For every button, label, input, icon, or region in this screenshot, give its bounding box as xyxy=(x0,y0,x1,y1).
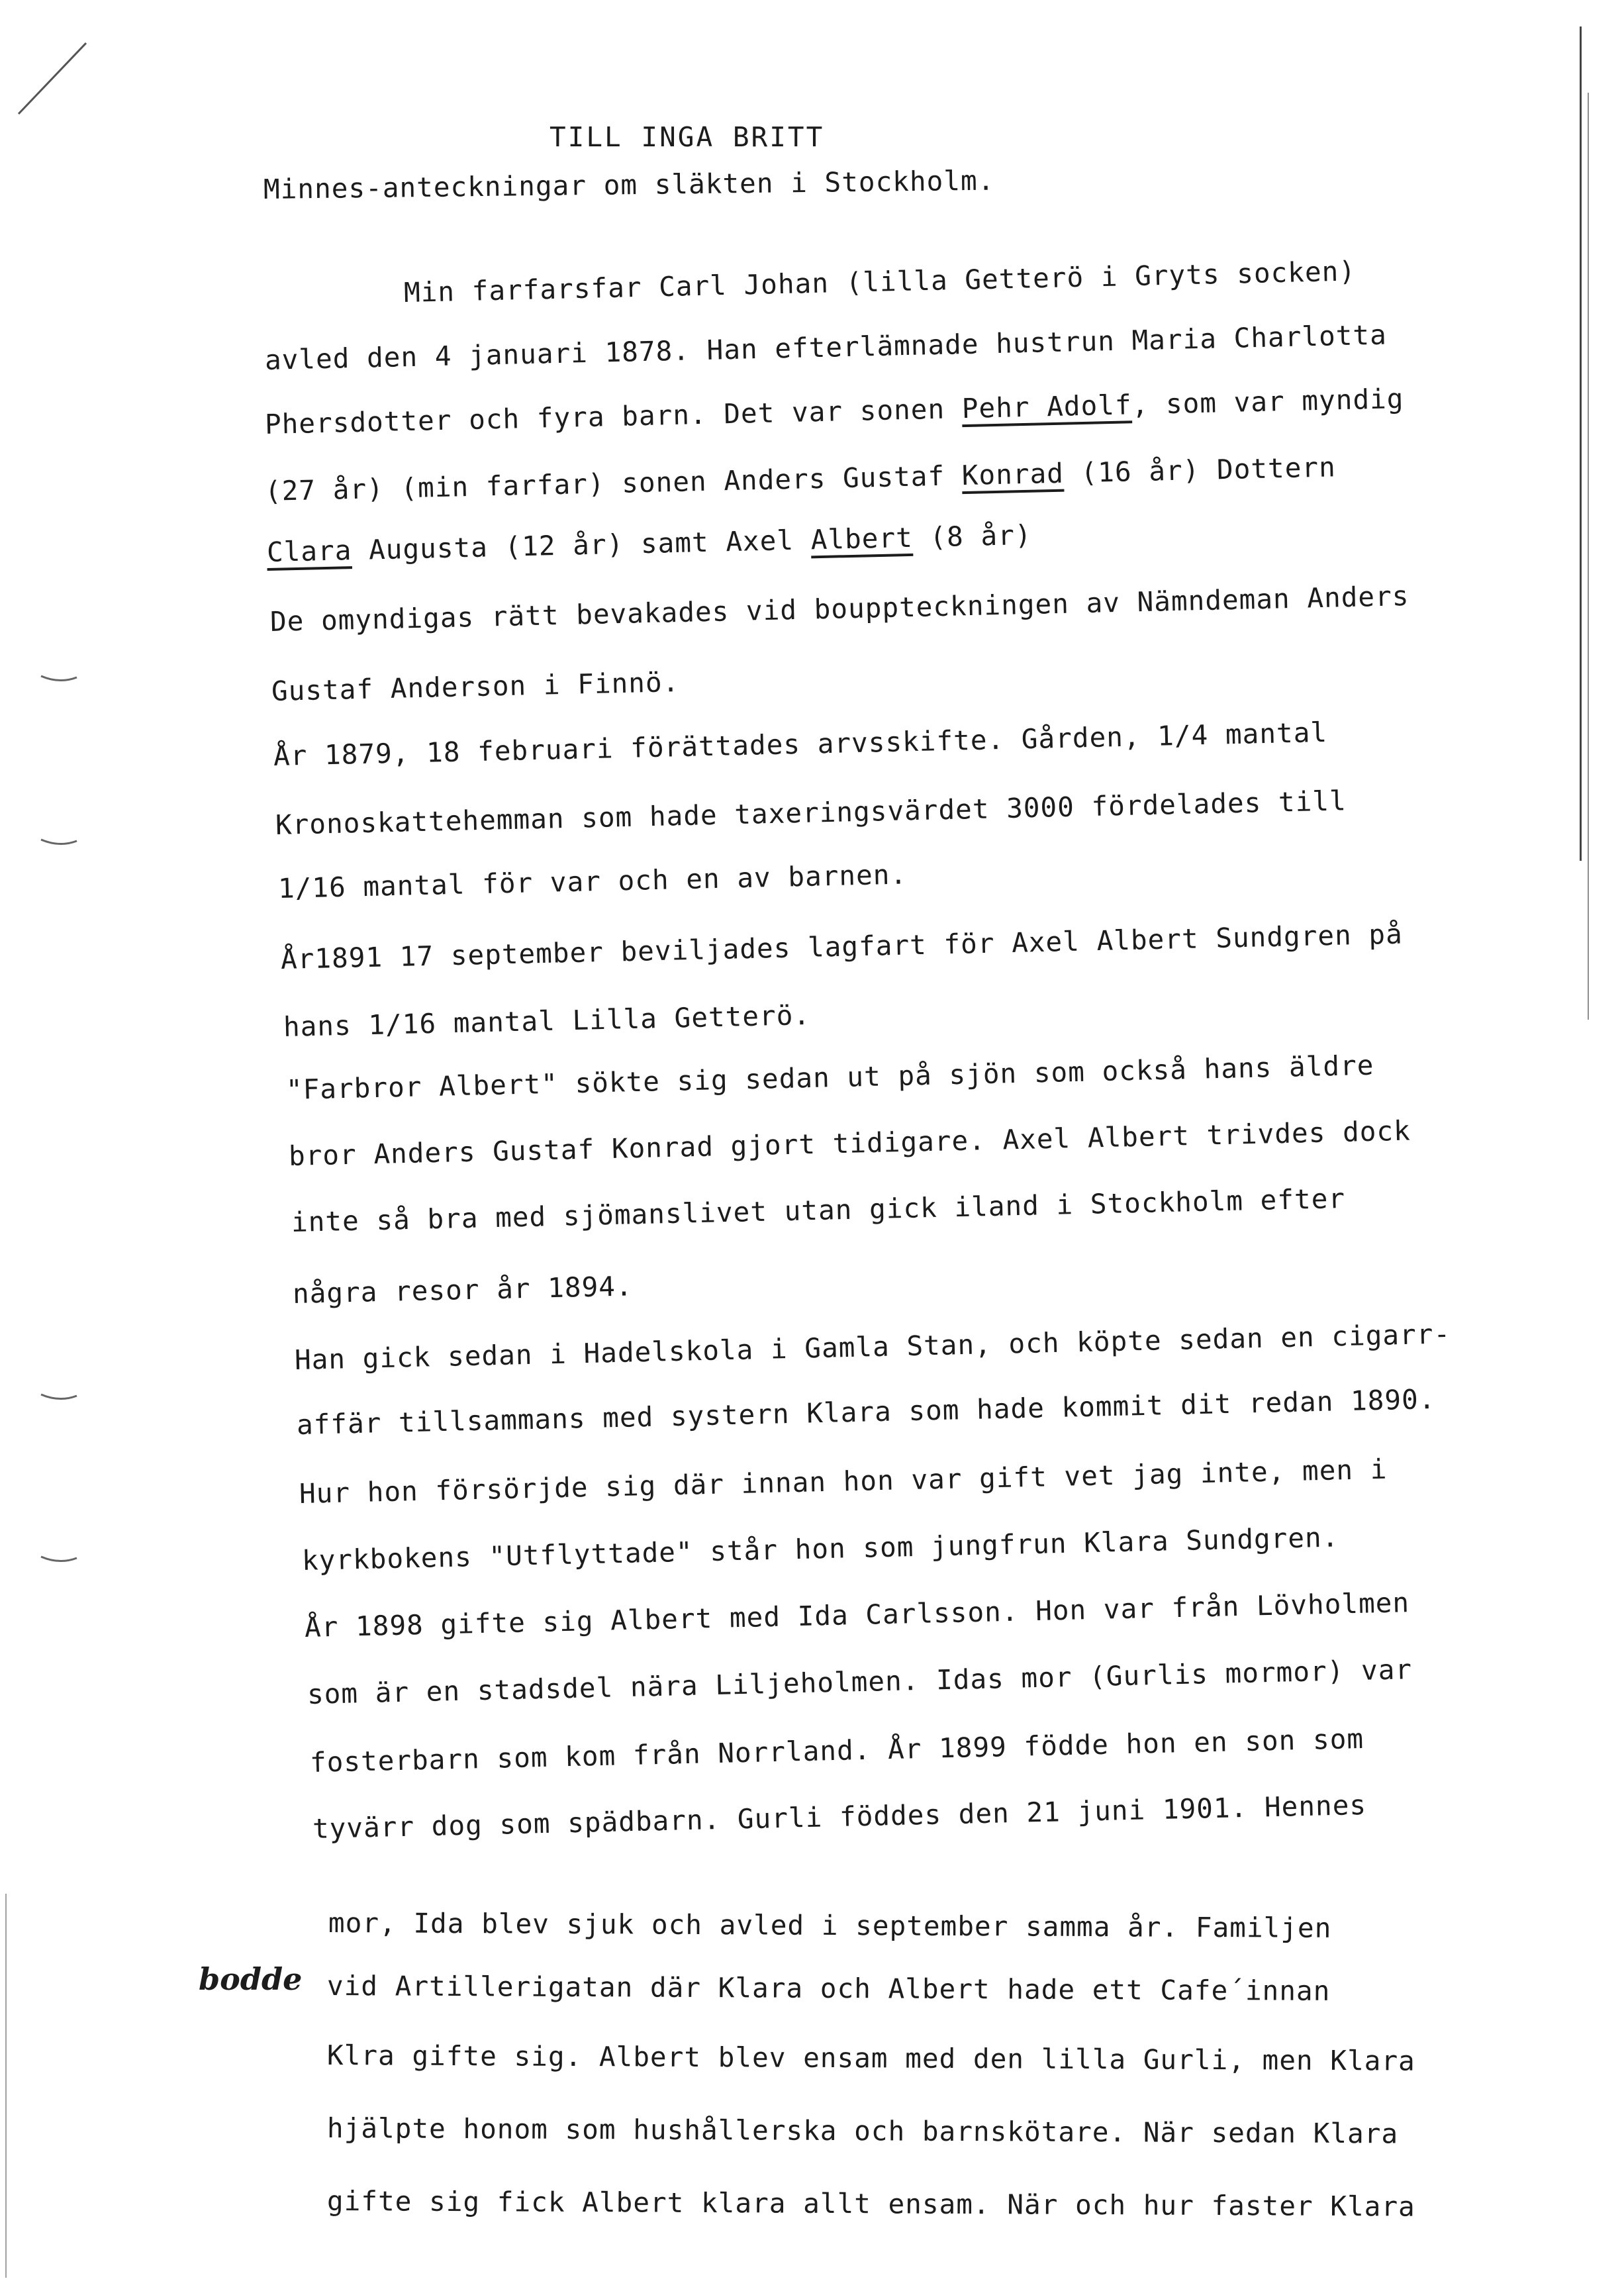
text-line: 1/16 mantal för var och en av barnen. xyxy=(277,858,908,904)
text-line: Kronoskattehemman som hade taxeringsvärdet 3000 fördelades till xyxy=(275,785,1347,841)
text-line xyxy=(266,519,1032,568)
text-segment: (16 år) Dottern xyxy=(1063,451,1337,489)
text-line: "Farbror Albert" sökte sig sedan ut på sjön som också hans äldre xyxy=(285,1049,1374,1106)
text-line xyxy=(264,451,1336,507)
text-line: År 1898 gifte sig Albert med Ida Carlsson. Hon var från Lövholmen xyxy=(304,1586,1410,1643)
text-line: mor, Ida blev sjuk och avled i september samma år. Familjen xyxy=(328,1907,1332,1944)
text-line: Hur hon försörjde sig där innan hon var gift vet jag inte, men i xyxy=(299,1453,1388,1510)
handwritten-margin-note: bodde xyxy=(199,1961,303,1997)
margin-tick-mark xyxy=(40,672,79,685)
margin-tick-mark xyxy=(40,836,79,849)
text-line: Min farfarsfar Carl Johan (lilla Getterö i Gryts socken) xyxy=(403,255,1357,309)
scan-edge-line xyxy=(1580,26,1582,861)
text-line: Han gick sedan i Hadelskola i Gamla Stan, och köpte sedan en cigarr- xyxy=(294,1318,1451,1376)
text-line: några resor år 1894. xyxy=(292,1270,634,1310)
text-line: De omyndigas rätt bevakades vid bouppteckningen av Nämndeman Anders xyxy=(269,579,1409,638)
text-segment: Phersdotter och fyra barn. Det var sonen xyxy=(264,393,963,440)
text-segment: (8 år) xyxy=(912,518,1033,554)
scan-edge-line xyxy=(1588,93,1589,1020)
document-subtitle: Minnes-anteckningar om släkten i Stockholm. xyxy=(263,164,995,205)
document-title: TILL INGA BRITT xyxy=(549,121,825,153)
underlined-name: Clara xyxy=(266,534,352,568)
text-line: hjälpte honom som hushållerska och barnskötare. När sedan Klara xyxy=(326,2112,1399,2150)
margin-tick-mark xyxy=(40,1390,79,1404)
pen-stroke-mark xyxy=(13,40,93,119)
text-line: Gustaf Anderson i Finnö. xyxy=(271,666,680,707)
text-line: inte så bra med sjömanslivet utan gick iland i Stockholm efter xyxy=(291,1182,1346,1238)
text-line: affär tillsammans med systern Klara som hade kommit dit redan 1890. xyxy=(296,1383,1436,1441)
text-segment: (27 år) (min farfar) sonen Anders Gustaf xyxy=(264,460,963,507)
text-line: tyvärr dog som spädbarn. Gurli föddes den 21 juni 1901. Hennes xyxy=(312,1788,1367,1845)
margin-tick-mark xyxy=(40,1553,79,1566)
text-line: bror Anders Gustaf Konrad gjort tidigare. Axel Albert trivdes dock xyxy=(288,1114,1411,1172)
text-line: kyrkbokens "Utflyttade" står hon som jungfrun Klara Sundgren. xyxy=(301,1521,1339,1577)
underlined-name: Konrad xyxy=(961,457,1065,492)
text-line: avled den 4 januari 1878. Han efterlämnade hustrun Maria Charlotta xyxy=(264,318,1388,376)
underlined-name: Albert xyxy=(810,521,914,556)
text-line: gifte sig fick Albert klara allt ensam. När och hur faster Klara xyxy=(326,2185,1415,2223)
text-line xyxy=(264,383,1404,440)
text-line: fosterbarn som kom från Norrland. År 1899 födde hon en son som xyxy=(309,1722,1364,1779)
text-line: hans 1/16 mantal Lilla Getterö. xyxy=(283,999,811,1043)
text-line: År1891 17 september beviljades lagfart för Axel Albert Sundgren på xyxy=(280,918,1404,975)
text-segment: , som var myndig xyxy=(1131,382,1404,421)
text-line: vid Artillerigatan där Klara och Albert hade ett Cafe´innan xyxy=(326,1970,1331,2007)
text-line: Klra gifte sig. Albert blev ensam med den lilla Gurli, men Klara xyxy=(326,2039,1415,2077)
underlined-name: Pehr Adolf xyxy=(961,389,1133,425)
text-line: som är en stadsdel nära Liljeholmen. Idas mor (Gurlis mormor) var xyxy=(307,1653,1413,1710)
scan-edge-line xyxy=(5,1894,7,2278)
text-segment: Augusta (12 år) samt Axel xyxy=(351,524,812,567)
text-line: År 1879, 18 februari förättades arvsskifte. Gården, 1/4 mantal xyxy=(273,716,1328,772)
